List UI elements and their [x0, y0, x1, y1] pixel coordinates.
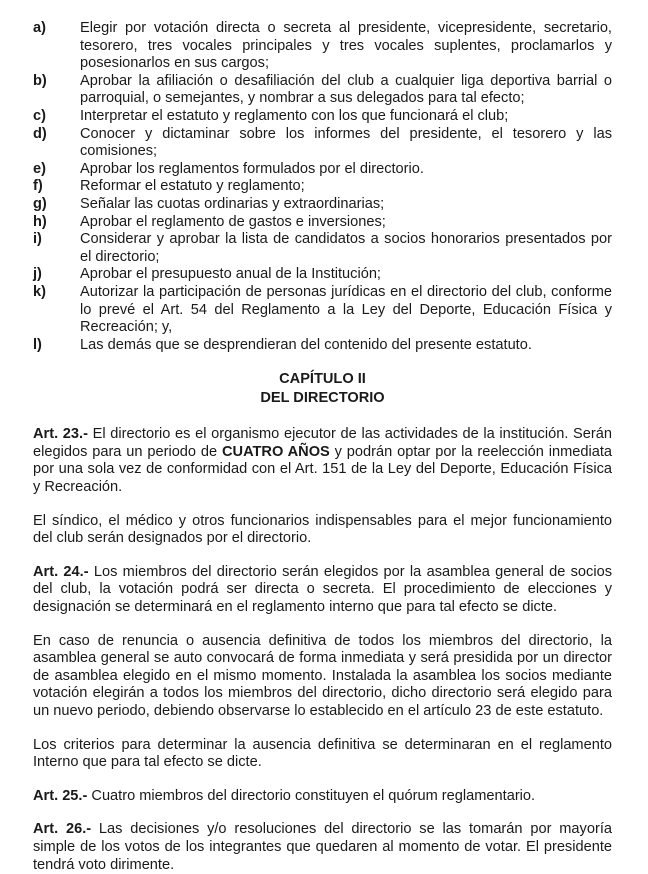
article-24-paragraph: Los criterios para determinar la ausencia definitiva se determinaran en el reglamento Interno que para tal efecto se dicte.	[33, 736, 612, 771]
item-label: k)	[33, 283, 46, 300]
item-text: Reformar el estatuto y reglamento;	[80, 178, 305, 195]
article-26	[33, 821, 612, 874]
article-text: El directorio es el organismo ejecutor de las actividades de la institución. Serán elegidos para un periodo de	[33, 426, 612, 460]
item-text: Señalar las cuotas ordinarias y extraordinarias;	[80, 195, 385, 212]
item-label: a)	[33, 20, 46, 36]
article-23-paragraph: El síndico, el médico y otros funcionarios indispensables para el mejor funcionamiento del club serán designados por el directorio.	[33, 512, 612, 547]
article-text: Las decisiones y/o resoluciones del directorio se las tomarán por mayoría simple de los votos de los integrantes que quedaren al momento de votar. El presidente tendrá voto dirimente.	[33, 821, 612, 873]
item-label: e)	[33, 160, 46, 177]
article-text: Cuatro miembros del directorio constituyen el quórum reglamentario.	[87, 787, 536, 804]
list-item	[33, 196, 612, 214]
list-item	[33, 20, 612, 73]
article-label: Art. 23.-	[33, 426, 88, 443]
article-label: Art. 26.-	[33, 821, 92, 838]
list-item	[33, 178, 612, 196]
item-label: g)	[33, 195, 47, 212]
list-item	[33, 337, 612, 355]
list-item	[33, 126, 612, 161]
list-item	[33, 231, 612, 266]
list-item	[33, 284, 612, 337]
chapter-number: CAPÍTULO II	[279, 371, 366, 388]
chapter-heading	[33, 370, 612, 408]
item-text: Elegir por votación directa o secreta al presidente, vicepresidente, secretario, tesorero, tres vocales principales y tres vocales suplentes, proclamarlos y posesionarlos en sus cargos;	[80, 20, 612, 72]
article-text: y podrán optar por la reelección inmediata por una sola vez de conformidad con el Art. 151 de la Ley del Deporte, Educación Física y Recreación.	[33, 443, 612, 496]
item-text: Aprobar los reglamentos formulados por el directorio.	[80, 160, 424, 177]
item-label: i)	[33, 231, 42, 248]
item-text: Conocer y dictaminar sobre los informes del presidente, el tesorero y las comisiones;	[80, 125, 612, 160]
article-24	[33, 564, 612, 617]
item-text: Interpretar el estatuto y reglamento con los que funcionará el club;	[80, 107, 509, 124]
item-text: Aprobar la afiliación o desafiliación del club a cualquier liga deportiva barrial o parroquial, o semejantes, y nombrar a sus delegados para tal efecto;	[80, 72, 612, 107]
item-text: Aprobar el presupuesto anual de la Institución;	[80, 266, 381, 283]
item-label: d)	[33, 125, 47, 142]
item-label: h)	[33, 213, 47, 230]
chapter-title: DEL DIRECTORIO	[260, 390, 385, 407]
list-item	[33, 266, 612, 284]
attributions-list	[33, 20, 612, 354]
item-label: j)	[33, 266, 42, 283]
article-emphasis: CUATRO AÑOS	[221, 443, 330, 460]
list-item	[33, 73, 612, 108]
article-23	[33, 426, 612, 496]
item-text: Aprobar el reglamento de gastos e inversiones;	[80, 213, 386, 230]
article-label: Art. 25.-	[33, 787, 88, 804]
list-item	[33, 161, 612, 179]
list-item	[33, 214, 612, 232]
article-24-paragraph: En caso de renuncia o ausencia definitiva de todos los miembros del directorio, la asamblea general se auto convocará de forma inmediata y será presidida por un director de asamblea elegido en el mismo momento. Instalada la asamblea los socios mediante votación elegirán a todos los miembros del directorio, dicho directorio será elegido para un nuevo periodo, debiendo observarse lo establecido en el artículo 23 de este estatuto.	[33, 632, 612, 719]
article-label: Art. 24.-	[33, 563, 89, 580]
list-item	[33, 108, 612, 126]
item-label: b)	[33, 72, 47, 89]
article-25	[33, 788, 612, 806]
item-label: c)	[33, 107, 46, 124]
article-text: Los miembros del directorio serán elegidos por la asamblea general de socios del club, la votación podrá ser directa o secreta. El procedimiento de elecciones y designación se determinará en el reglamento interno que para tal efecto se dicte.	[33, 563, 612, 616]
item-text: Las demás que se desprendieran del contenido del presente estatuto.	[80, 336, 532, 353]
item-label: l)	[33, 336, 42, 353]
item-label: f)	[33, 178, 43, 195]
item-text: Autorizar la participación de personas jurídicas en el directorio del club, conforme lo prevé el Art. 54 del Reglamento a la Ley del Deporte, Educación Física y Recreación; y,	[80, 283, 612, 336]
item-text: Considerar y aprobar la lista de candidatos a socios honorarios presentados por el directorio;	[80, 231, 612, 265]
